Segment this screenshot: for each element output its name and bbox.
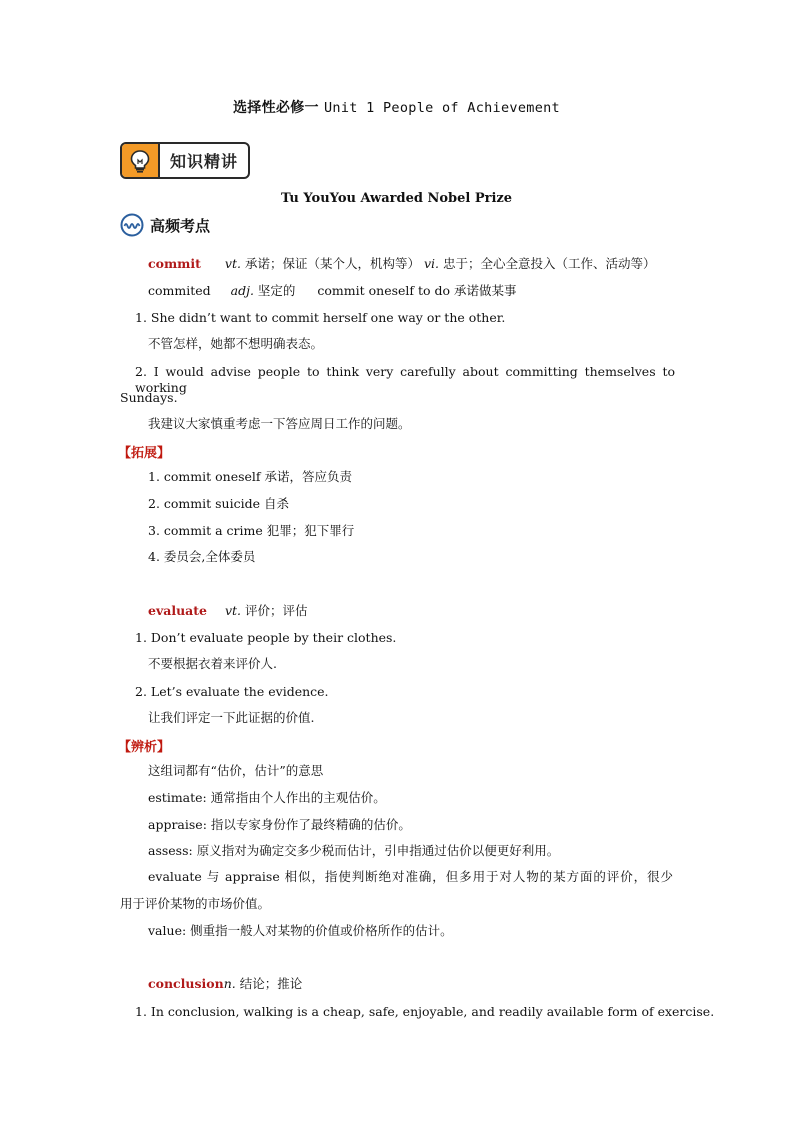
conclusion-def: 结论；推论 — [239, 976, 303, 991]
pos-tag: vt. — [224, 256, 241, 271]
commit-def-1: 承诺；保证（某个人，机构等） — [244, 256, 420, 271]
article-subtitle: Tu YouYou Awarded Nobel Prize — [280, 191, 513, 206]
extension-item: 1. commit oneself 承诺，答应负责 — [148, 469, 353, 484]
commit-derived — [148, 283, 517, 299]
page-title-en: Unit 1 People of Achievement — [324, 100, 560, 116]
distinction-item: value: 侧重指一般人对某物的价值或价格所作的估计。 — [148, 923, 453, 938]
pos-tag: n. — [223, 976, 236, 991]
distinction-item: estimate: 通常指由个人作出的主观估价。 — [148, 790, 386, 805]
derived-def: 坚定的 — [257, 283, 296, 298]
distinction-item: evaluate 与 appraise 相似，指使判断绝对准确，但多用于对人物的某方面的评价，很少 — [148, 869, 673, 884]
distinction-item: 用于评价某物的市场价值。 — [120, 896, 271, 911]
example-en: 2. I would advise people to think very carefully about committing themselves to working — [135, 364, 675, 395]
conclusion-definition — [148, 976, 302, 992]
distinction-item: appraise: 指以专家身份作了最终精确的估价。 — [148, 817, 411, 832]
example-en: Sundays. — [120, 390, 178, 405]
evaluate-def: 评价；评估 — [245, 603, 308, 618]
evaluate-keyword: evaluate — [148, 603, 207, 618]
distinction-tag: 【辨析】 — [118, 740, 171, 755]
section-header — [120, 213, 210, 237]
example-en: 1. In conclusion, walking is a cheap, safe, enjoyable, and readily available form of exercise. — [135, 1004, 715, 1019]
commit-definition — [148, 256, 656, 272]
extension-item: 3. commit a crime 犯罪；犯下罪行 — [148, 523, 355, 538]
commit-phrase: commit oneself to do 承诺做某事 — [317, 283, 517, 298]
commit-keyword: commit — [148, 256, 201, 271]
pos-tag: adj. — [230, 283, 254, 298]
wave-circle-icon — [120, 213, 144, 237]
distinction-item: assess: 原义指对为确定交多少税而估计，引申指通过估价以便更好利用。 — [148, 843, 560, 858]
conclusion-keyword: conclusion — [148, 976, 224, 991]
extension-item: 2. commit suicide 自杀 — [148, 496, 289, 511]
pos-tag: vt. — [224, 603, 242, 618]
example-cn: 不管怎样，她都不想明确表态。 — [148, 336, 324, 351]
pos-tag: vi. — [423, 256, 439, 271]
distinction-intro: 这组词都有“估价，估计”的意思 — [148, 763, 324, 778]
example-cn: 我建议大家慎重考虑一下答应周日工作的问题。 — [148, 416, 411, 431]
example-cn: 不要根据衣着来评价人. — [148, 656, 277, 671]
example-en: 2. Let’s evaluate the evidence. — [135, 684, 329, 699]
page-title — [0, 97, 793, 117]
section-label: 高频考点 — [150, 216, 211, 235]
extension-tag: 【拓展】 — [118, 446, 171, 461]
example-en: 1. She didn’t want to commit herself one way or the other. — [135, 310, 506, 325]
commit-def-2: 忠于；全心全意投入（工作、活动等） — [442, 256, 656, 271]
extension-item: 4. 委员会,全体委员 — [148, 549, 256, 564]
example-cn: 让我们评定一下此证据的价值. — [148, 710, 315, 725]
derived-word: commited — [148, 283, 211, 298]
banner-label: 知识精讲 — [169, 152, 238, 171]
lightbulb-icon — [122, 144, 160, 177]
evaluate-definition — [148, 603, 308, 619]
knowledge-banner — [120, 142, 250, 179]
example-en: 1. Don’t evaluate people by their clothes. — [135, 630, 397, 645]
page-title-cn: 选择性必修一 — [233, 100, 319, 116]
